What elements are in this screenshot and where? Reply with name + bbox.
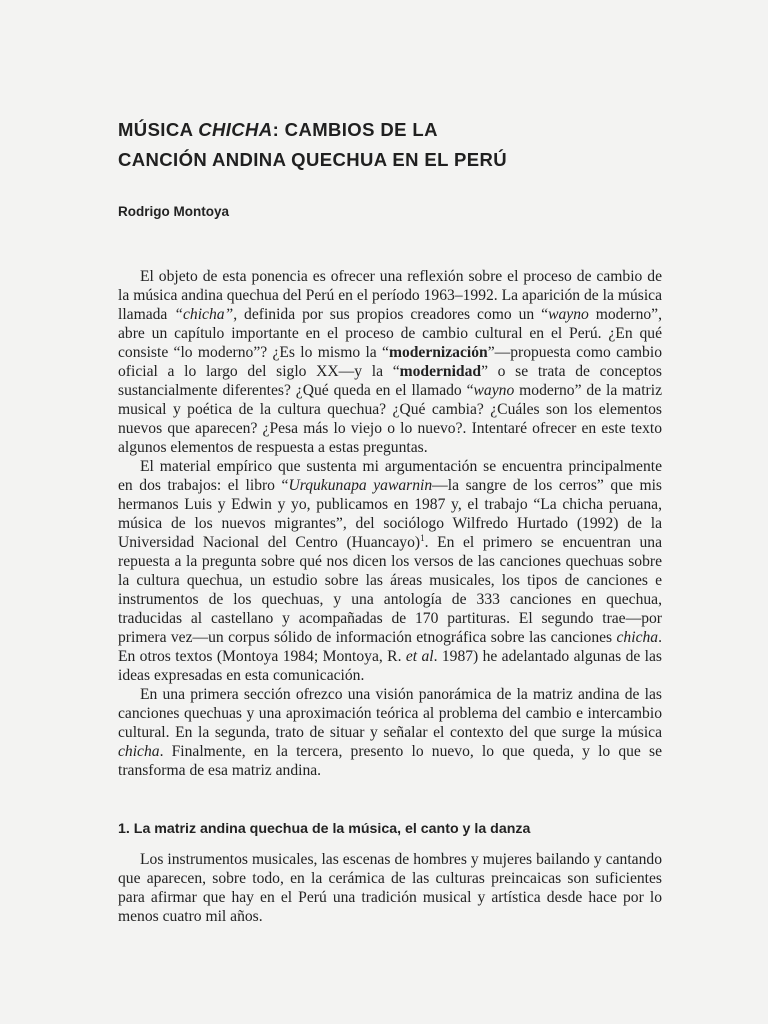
- text-run: . En el primero se encuentran una repuesta a la pregunta sobre qué nos dicen los versos de las canciones quechuas sobre la cultura quechua, un estudio sobre las áreas musicales, los tipos de canciones e instrumentos de los quechuas, y una antología de 333 canciones en quechua, traducidas al castellano y acompañadas de 170 partituras. El segundo trae—por primera vez—un corpus sólido de información etnográfica sobre las canciones: [118, 534, 662, 646]
- section-1-paragraph-1: Los instrumentos musicales, las escenas de hombres y mujeres bailando y cantando que aparecen, sobre todo, en la cerámica de las culturas preincaicas son suficientes para afirmar que hay en el Perú una tradición musical y artística desde hace por lo menos cuatro mil años.: [118, 851, 662, 925]
- paragraph-2: [118, 457, 662, 685]
- text-run: , definida por sus propios creadores como un “: [233, 306, 549, 323]
- section-1-body: [118, 850, 662, 926]
- text-run: En una primera sección ofrezco una visión panorámica de la matriz andina de las canciones quechuas y una aproximación teórica al problema del cambio e intercambio cultural. En la segunda, trato de situar y señalar el contexto del que surge la música: [118, 686, 662, 741]
- italic-run: wayno: [548, 306, 589, 323]
- title-text: MÚSICA: [118, 119, 199, 140]
- text-run: El objeto de esta ponencia es ofrecer una reflexión sobre el proceso de cambio de la música andina quechua del Perú en el período 1963–1992. La aparición de la música llamada: [118, 268, 662, 323]
- italic-run: wayno: [473, 382, 515, 399]
- italic-run: “chicha”: [174, 306, 234, 323]
- italic-run: chicha: [616, 629, 659, 646]
- text-run: ”—propuesta como cambio oficial a lo largo del siglo XX—y la “: [118, 344, 662, 380]
- article-title: [118, 115, 507, 175]
- title-text: : CAMBIOS DE LA: [272, 119, 438, 140]
- author-name: Rodrigo Montoya: [118, 204, 229, 219]
- text-run: moderno”, abre un capítulo importante en el proceso de cambio cultural en el Perú. ¿En qué consiste “lo moderno”? ¿Es lo mismo la “: [118, 306, 662, 361]
- paragraph-1: [118, 267, 662, 457]
- italic-run: et al: [405, 648, 434, 665]
- title-line-1: [118, 119, 438, 140]
- text-run: . Finalmente, en la tercera, presento lo nuevo, lo que queda, y lo que se transforma de esa matriz andina.: [118, 743, 662, 779]
- section-heading: 1. La matriz andina quechua de la música, el canto y la danza: [118, 821, 531, 837]
- italic-run: chicha: [118, 743, 160, 760]
- text-run: . En otros textos (Montoya 1984; Montoya, R.: [118, 629, 662, 665]
- title-italic-text: CHICHA: [198, 119, 273, 140]
- text-run: . 1987) he adelantado algunas de las ideas expresadas en esta comunicación.: [118, 648, 662, 684]
- bold-run: modernidad: [399, 363, 482, 380]
- title-line-2: CANCIÓN ANDINA QUECHUA EN EL PERÚ: [118, 149, 508, 170]
- text-run: moderno” de la matriz musical y poética de la cultura quechua? ¿Qué cambia? ¿Cuáles son los elementos nuevos que aparecen? ¿Pesa más lo viejo o lo nuevo?. Intentaré ofrecer en este texto algunos elementos de respuesta a estas preguntas.: [118, 382, 662, 456]
- italic-run: Urqukunapa yawarnin: [288, 477, 433, 494]
- paragraph-3: [118, 685, 662, 780]
- bold-run: modernización: [388, 344, 488, 361]
- text-run: ” o se trata de conceptos sustancialmente diferentes? ¿Qué queda en el llamado “: [118, 363, 662, 399]
- text-run: El material empírico que sustenta mi argumentación se encuentra principalmente en dos trabajos: el libro “: [118, 458, 662, 494]
- footnote-marker: 1: [420, 532, 425, 543]
- text-run: —la sangre de los cerros” que mis hermanos Luis y Edwin y yo, publicamos en 1987 y, el trabajo “La chicha peruana, música de los nuevos migrantes”, del sociólogo Wilfredo Hurtado (1992) de la Universidad Nacional del Centro (Huancayo): [118, 477, 662, 551]
- intro-body: [118, 267, 662, 780]
